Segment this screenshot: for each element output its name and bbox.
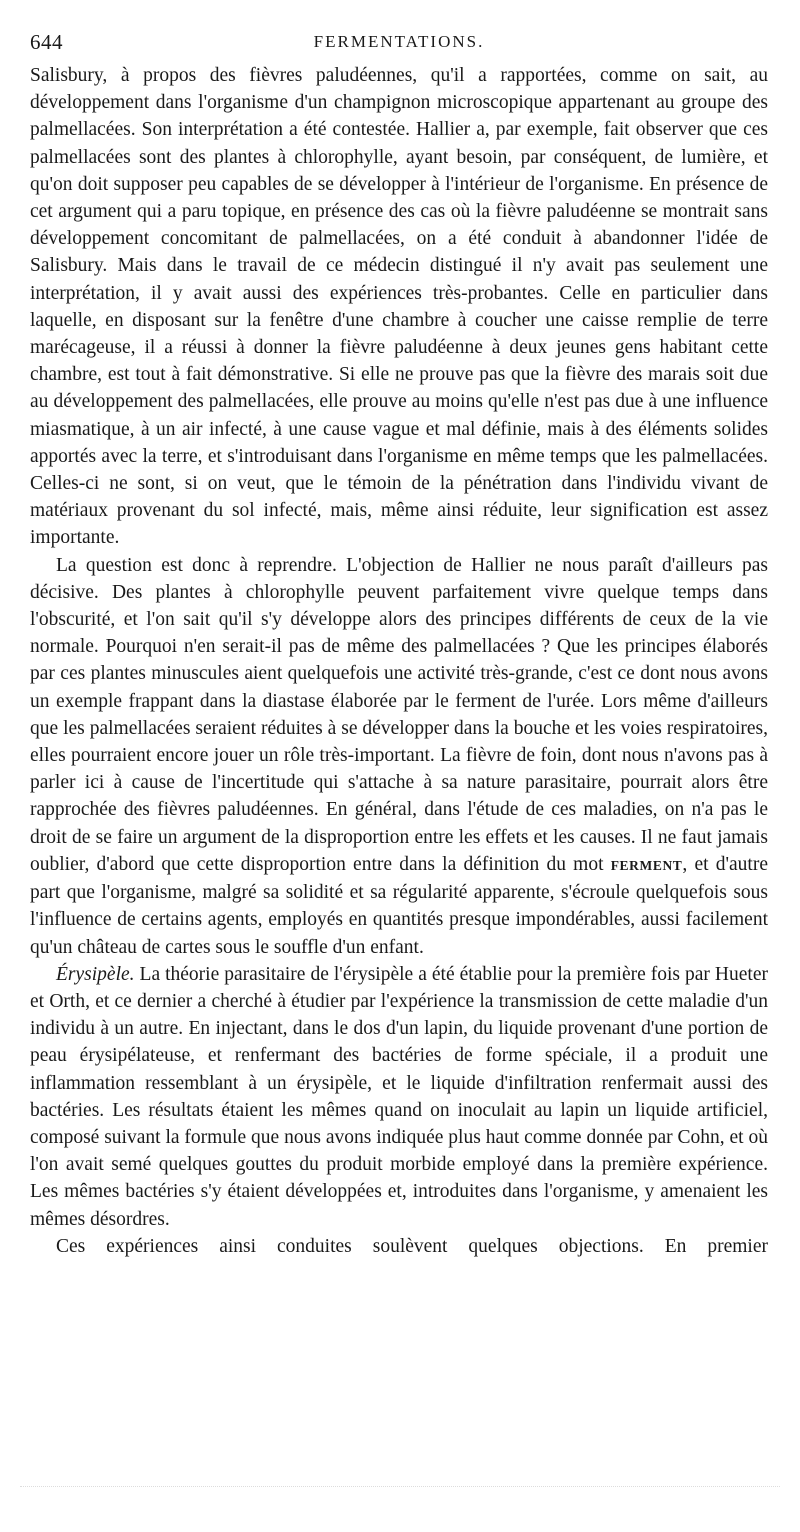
page-number: 644: [30, 30, 63, 54]
paragraph-objections-text: Ces expériences ainsi conduites soulèvent quelques objections. En premier: [56, 1235, 768, 1257]
section-heading-erysipele: Érysipèle.: [56, 963, 135, 985]
page-bottom-specks: [20, 1486, 780, 1495]
term-ferment: FERMENT: [610, 857, 683, 873]
paragraph-erysipele-text: La théorie parasitaire de l'érysipèle a été établie pour la première fois par Hueter et Orth, et ce dernier a cherché à étudier par l'expérience la transmission de cette maladie d'un individu à un autre. En injectant, dans le dos d'un lapin, du liquide provenant d'une portion de peau érysipélateuse, et renfermant des bactéries de forme spéciale, il a produit une inflammation ressemblant à un érysipèle, et le liquide d'infiltration renfermait aussi des bactéries. Les résultats étaient les mêmes quand on inoculait au lapin un liquide artificiel, composé suivant la formule que nous avons indiquée plus haut comme donnée par Cohn, et où l'on avait semé quelques gouttes du produit morbide employé dans la première expérience. Les mêmes bactéries s'y étaient développées et, introduites dans l'organisme, y amenaient les mêmes désordres.: [30, 963, 768, 1230]
book-page: [30, 30, 768, 1260]
paragraph-salisbury: Salisbury, à propos des fièvres paludéennes, qu'il a rapportées, comme on sait, au développement dans l'organisme d'un champignon microscopique appartenant au groupe des palmellacées. Son interprétation a été contestée. Hallier a, par exemple, fait observer que ces palmellacées sont des plantes à chlorophylle, ayant besoin, par conséquent, de lumière, et qu'on doit supposer peu capables de se développer à l'intérieur de l'organisme. En présence de cet argument qui a paru topique, en présence des cas où la fièvre paludéenne se montrait sans développement concomitant de palmellacées, on a été conduit à abandonner l'idée de Salisbury. Mais dans le travail de ce médecin distingué il n'y avait pas seulement une interprétation, il y avait aussi des expériences très-probantes. Celle en particulier dans laquelle, en disposant sur la fenêtre d'une chambre à coucher une caisse remplie de terre marécageuse, il a réussi à donner la fièvre paludéenne à deux jeunes gens habitant cette chambre, est tout à fait démonstrative. Si elle ne prouve pas que la fièvre des marais soit due au développement des palmellacées, elle prouve au moins qu'elle n'est pas due à une influence miasmatique, à un air infecté, à une cause vague et mal définie, mais à des éléments solides apportés avec la terre, et s'introduisant dans l'organisme en même temps que les palmellacées. Celles-ci ne sont, si on veut, que le témoin de la pénétration dans l'individu vivant de matériaux provenant du sol infecté, mais, même ainsi réduite, leur signification est assez importante.: [30, 65, 768, 549]
paragraph-objections: [30, 1233, 768, 1260]
paragraph-question: [30, 552, 768, 961]
running-title: FERMENTATIONS.: [313, 32, 485, 51]
body-text: [30, 62, 768, 1260]
paragraph-question-text-end: , et d'autre part que l'organisme, malgré sa solidité et sa régularité apparente, s'écroule quelquefois sous l'influence de certains agents, employés en quantités presque impondérables, aussi facilement qu'un château de cartes sous le souffle d'un enfant.: [30, 853, 768, 958]
page-header: [30, 30, 768, 60]
paragraph-question-text: La question est donc à reprendre. L'objection de Hallier ne nous paraît d'ailleurs pas décisive. Des plantes à chlorophylle peuvent parfaitement vivre quelque temps dans l'obscurité, et l'on sait qu'il s'y développe alors des principes différents de ceux de la vie normale. Pourquoi n'en serait-il pas de même des palmellacées ? Que les principes élaborés par ces plantes minuscules aient quelquefois une activité très-grande, c'est ce dont nous avons un exemple frappant dans la diastase élaborée par le ferment de l'urée. Lors même d'ailleurs que les palmellacées seraient réduites à se développer dans la bouche et les voies respiratoires, elles pourraient encore jouer un rôle très-important. La fièvre de foin, dont nous n'avons pas à parler ici à cause de l'incertitude qui s'attache à sa nature parasitaire, pourrait alors être rapprochée des fièvres paludéennes. En général, dans l'étude de ces maladies, on n'a pas le droit de se faire un argument de la disproportion entre les effets et les causes. Il ne faut jamais oublier, d'abord que cette disproportion entre dans la définition du mot: [30, 554, 768, 875]
paragraph-erysipele: [30, 961, 768, 1233]
